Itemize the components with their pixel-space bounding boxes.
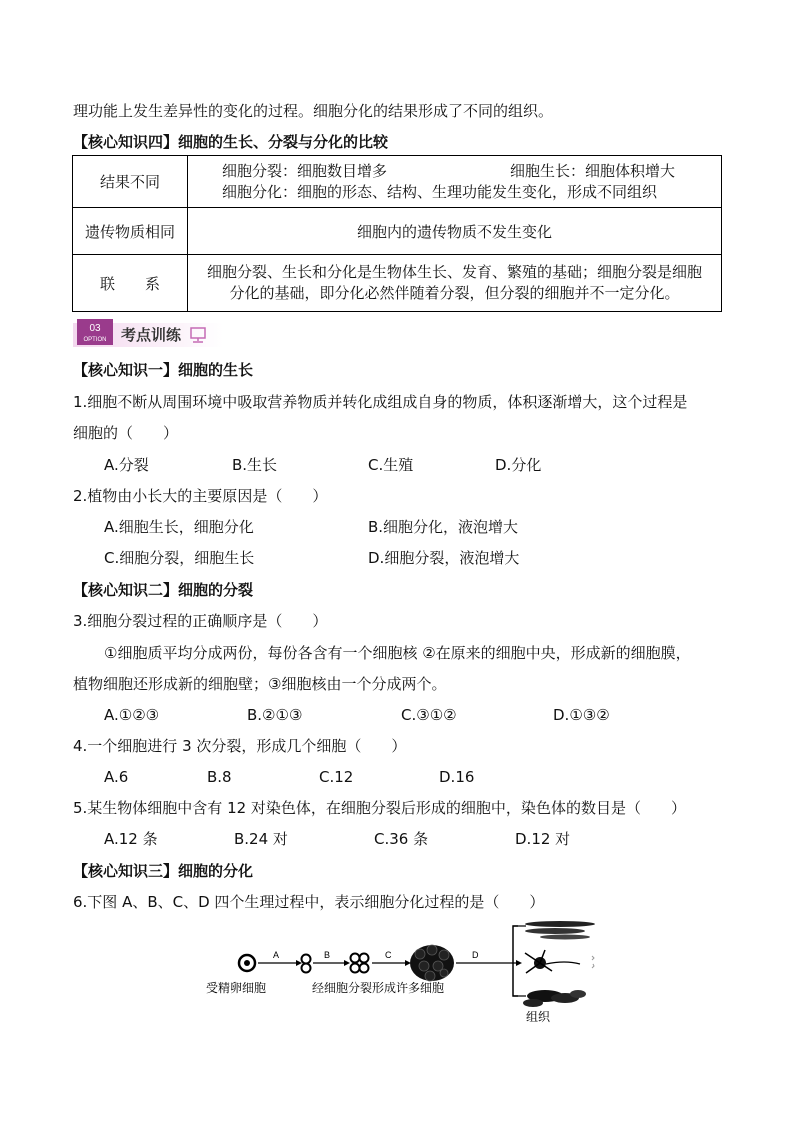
zygote-cell (239, 955, 255, 971)
q2-option-c: C.细胞分裂，细胞生长 (104, 549, 255, 567)
q5-option-c: C.36 条 (374, 830, 429, 848)
row1-header: 结果不同 (73, 156, 188, 208)
label-c: C (385, 950, 392, 960)
row3-cell (188, 255, 722, 312)
q3-stem: 3.细胞分裂过程的正确顺序是（ ） (73, 612, 328, 630)
q4-option-a: A.6 (104, 768, 129, 786)
four-cells (351, 954, 369, 973)
q5-option-d: D.12 对 (515, 830, 571, 848)
intro-line: 理功能上发生差异性的变化的过程。细胞分化的结果形成了不同的组织。 (73, 102, 554, 120)
row1-differentiation: 细胞分化：细胞的形态、结构、生理功能发生变化，形成不同组织 (222, 182, 658, 201)
section4-title: 【核心知识四】细胞的生长、分裂与分化的比较 (73, 133, 389, 151)
caption-tissue: 组织 (526, 1010, 551, 1024)
q6-stem: 6.下图 A、B、C、D 四个生理过程中，表示细胞分化过程的是（ ） (73, 893, 545, 911)
caption-division: 经细胞分裂形成许多细胞 (312, 981, 445, 995)
label-d: D (472, 950, 479, 960)
row1-cell (188, 156, 722, 208)
label-a: A (273, 950, 280, 960)
q5-option-b: B.24 对 (234, 830, 288, 848)
q4-option-d: D.16 (439, 768, 475, 786)
q1-option-a: A.分裂 (104, 456, 149, 474)
banner-sub: OPTION (83, 337, 107, 343)
q4-stem: 4.一个细胞进行 3 次分裂，形成几个细胞（ ） (73, 737, 407, 755)
q1-line1: 1.细胞不断从周围环境中吸取营养物质并转化成组成自身的物质，体积逐渐增大，这个过程是 (73, 393, 688, 411)
q2-stem: 2.植物由小长大的主要原因是（ ） (73, 487, 328, 505)
q2-option-b: B.细胞分化，液泡增大 (368, 518, 519, 536)
muscle-tissue (525, 921, 595, 940)
k3-title: 【核心知识三】细胞的分化 (73, 862, 254, 880)
row1-growth: 细胞生长：细胞体积增大 (510, 161, 676, 180)
q1-option-c: C.生殖 (368, 456, 414, 474)
row3-header: 联 系 (73, 255, 188, 312)
q4-option-b: B.8 (207, 768, 232, 786)
comparison-table (72, 155, 722, 312)
q3-option-a: A.①②③ (104, 706, 160, 724)
banner-label: 考点训练 (121, 326, 182, 344)
q3-option-c: C.③①② (401, 706, 457, 724)
section-banner (73, 317, 223, 350)
two-cells (302, 955, 311, 973)
row2-text: 细胞内的遗传物质不发生变化 (188, 208, 722, 255)
q4-option-c: C.12 (319, 768, 354, 786)
nerve-tissue (525, 950, 594, 973)
cell-mass (410, 945, 454, 981)
banner-graphic (73, 317, 223, 350)
q3-option-b: B.②①③ (247, 706, 303, 724)
row2-header: 遗传物质相同 (73, 208, 188, 255)
q3-line1: ①细胞质平均分成两份，每份各含有一个细胞核 ②在原来的细胞中央，形成新的细胞膜， (104, 644, 691, 662)
k2-title: 【核心知识二】细胞的分裂 (73, 581, 254, 599)
connective-tissue (523, 990, 586, 1007)
row3-line1: 细胞分裂、生长和分化是生物体生长、发育、繁殖的基础；细胞分裂是细胞 (206, 263, 702, 281)
q2-option-a: A.细胞生长，细胞分化 (104, 518, 254, 536)
row1-division: 细胞分裂：细胞数目增多 (222, 161, 388, 180)
q5-stem: 5.某生物体细胞中含有 12 对染色体，在细胞分裂后形成的细胞中，染色体的数目是（ ） (73, 799, 686, 817)
k1-title: 【核心知识一】细胞的生长 (73, 361, 254, 379)
q5-option-a: A.12 条 (104, 830, 158, 848)
label-b: B (324, 950, 331, 960)
q1-option-d: D.分化 (495, 456, 542, 474)
q1-line2: 细胞的（ ） (73, 424, 179, 442)
q1-option-b: B.生长 (232, 456, 278, 474)
row3-line2: 分化的基础，即分化必然伴随着分裂，但分裂的细胞并不一定分化。 (229, 284, 680, 302)
q3-line2: 植物细胞还形成新的细胞壁；③细胞核由一个分成两个。 (73, 675, 447, 693)
caption-zygote: 受精卵细胞 (206, 981, 267, 995)
banner-number: 03 (89, 323, 101, 334)
cell-differentiation-diagram (200, 918, 610, 1024)
q3-option-d: D.①③② (553, 706, 610, 724)
q2-option-d: D.细胞分裂，液泡增大 (368, 549, 520, 567)
